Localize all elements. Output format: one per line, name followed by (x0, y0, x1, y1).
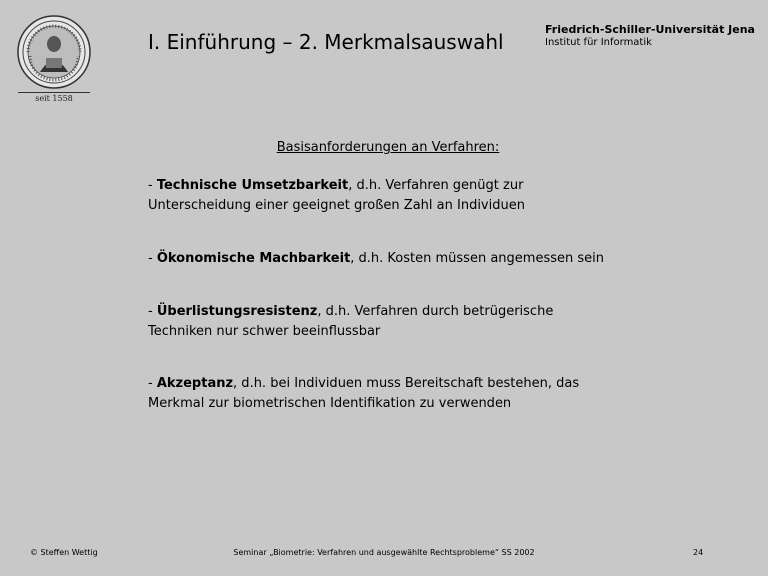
footer-author: © Steffen Wettig (30, 548, 98, 557)
bullet-item: - Überlistungsresistenz, d.h. Verfahren durch betrügerische Techniken nur schwer beeinflussbar (148, 304, 554, 339)
bullet-item: - Technische Umsetzbarkeit, d.h. Verfahren genügt zur Unterscheidung einer geeignet großen Zahl an Individuen (148, 178, 525, 213)
bullet-term: Überlistungsresistenz (156, 304, 318, 319)
university-seal-logo (16, 14, 92, 90)
footer-seminar: Seminar „Biometrie: Verfahren und ausgewählte Rechtsprobleme“ SS 2002 (233, 548, 535, 557)
bullet-term: Technische Umsetzbarkeit (156, 178, 349, 193)
institute-name: Institut für Informatik (545, 37, 652, 48)
slide-title: I. Einführung – 2. Merkmalsauswahl (148, 30, 504, 54)
footer-page-number: 24 (693, 548, 704, 557)
section-subheading: Basisanforderungen an Verfahren: (276, 140, 500, 155)
bullet-term: Ökonomische Machbarkeit (156, 251, 351, 266)
seal-caption: seit 1558 (35, 94, 73, 103)
bullet-term: Akzeptanz (156, 376, 234, 391)
bullet-item: - Ökonomische Machbarkeit, d.h. Kosten müssen angemessen sein (148, 251, 604, 266)
seal-divider (18, 92, 90, 93)
bullet-item: - Akzeptanz, d.h. bei Individuen muss Bereitschaft bestehen, das Merkmal zur biometrischen Identifikation zu verwenden (148, 376, 580, 411)
university-name: Friedrich-Schiller-Universität Jena (545, 23, 755, 36)
